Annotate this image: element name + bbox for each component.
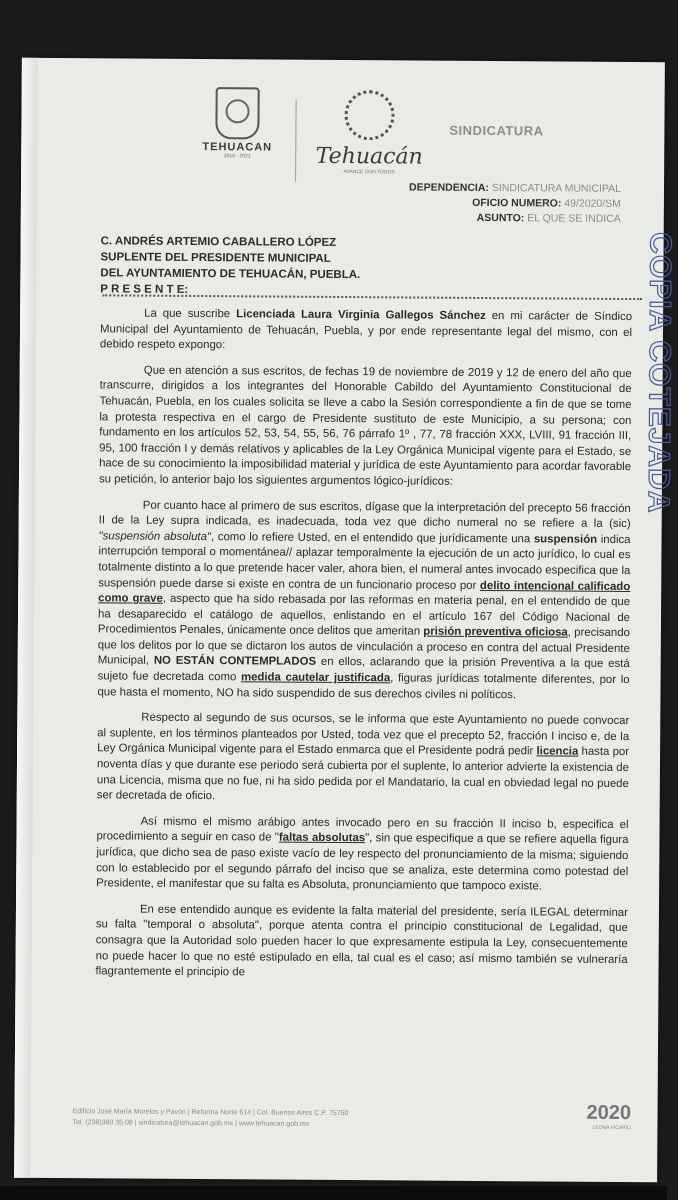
crest-years: 2018 - 2021 xyxy=(223,153,251,160)
text: en ellos, aclarando que la prisión Preventiva a la que está sujeto fue decretada como xyxy=(97,656,630,684)
paragraph-background: Que en atención a sus escritos, de fechas 19 de noviembre de 2019 y 12 de enero del año que transcurre, dirigidos a los integrantes del Honorable Cabildo del Ayuntamiento Constitucional de Tehuacán, Puebla, en los cuales solicita se lleve a cabo la Sesión correspondiente a fin de que se tome la protesta respectiva en el cargo de Presidente sustituto de este Municipio, a su persona; con fundamento en los artículos 52, 53, 54, 55, 56, 76 párrafo 1º , 77, 78 fracción XXX, LVIII, 91 fracción III, 95, 100 fracción I y demás relativos y aplicables de la Ley Orgánica Municipal vigente para el Estado, se hace de su conocimiento la imposibilidad material y jurídica de este Ayuntamiento para acordar favorable su petición, lo anterior bajo los siguientes argumentos lógico-jurídicos: xyxy=(98,364,632,488)
text: La que suscribe xyxy=(144,307,237,321)
footer-address: Edificio José María Morelos y Pavón | Reforma Norte 614 | Col. Buenos Aires C.P. 75750 xyxy=(72,1108,349,1118)
year-logo: 2020 xyxy=(586,1101,632,1125)
paragraph-first-writ xyxy=(97,498,630,704)
paragraph-second-writ xyxy=(97,711,630,808)
document-meta xyxy=(351,180,621,227)
paragraph-faltas xyxy=(96,814,629,896)
emphasis: suspensión xyxy=(533,533,598,546)
photo-background xyxy=(0,1186,667,1200)
signer-name: Licenciada Laura Virginia Gallegos Sánchez xyxy=(236,308,486,323)
text: , como lo refiere Usted, en el entendido que jurídicamente una xyxy=(210,530,534,546)
recipient-org: DEL AYUNTAMIENTO DE TEHUACÁN, PUEBLA. xyxy=(100,267,361,282)
emphasis: faltas absolutas xyxy=(278,831,366,845)
meta-value: EL QUE SE INDICA xyxy=(527,212,621,225)
section-title: SINDICATURA xyxy=(449,122,544,139)
footer-contact: Tel. (238)380 35 08 | sindicatura@tehuacan.gob.mx | www.tehuacan.gob.mx xyxy=(72,1119,310,1128)
page-footer xyxy=(72,1106,348,1130)
dotted-divider xyxy=(102,294,642,302)
crest-icon xyxy=(215,87,259,139)
paragraph-intro xyxy=(100,306,632,356)
crest-name: TEHUACAN xyxy=(202,141,273,154)
year-logo-sub: LEONA VICARIO xyxy=(592,1124,632,1132)
text: Así mismo el mismo arábigo antes invocado pero en su fracción II inciso b, especifica el procedimiento a seguir en caso de " xyxy=(96,815,629,844)
meta-value: 49/2020/SM xyxy=(564,197,621,210)
tehuacan-city-logo xyxy=(309,90,430,176)
text: Respecto al segundo de sus ocursos, se le informa que este Ayuntamiento no puede convocar al suplente, en los términos planteados por Usted, toda vez que el precepto 52, fracción I inciso e, de la Ley Orgánica Municipal vigente para el Estado enmarca que el Presidente podrá pedir xyxy=(97,711,630,758)
copia-cotejada-stamp: COPIA COTEJADA xyxy=(641,232,677,514)
text: hasta por noventa días y que durante ese periodo será cubierta por el suplente, lo anterior advierte la existencia de una Licencia, misma que no fue, ni ha sido pedida por el Mandatario, la cual en obviedad legal no puede ser decretada de oficio. xyxy=(96,746,630,803)
emphasis: prisión preventiva oficiosa xyxy=(423,625,568,639)
text: , precisando que los delitos por lo que se dictaron los autos de vinculación a proceso en contra del actual Presidente Municipal, xyxy=(97,626,630,668)
page-edge xyxy=(14,58,38,1178)
city-emblem-icon xyxy=(344,90,394,140)
recipient-title: SUPLENTE DEL PRESIDENTE MUNICIPAL xyxy=(100,251,331,265)
recipient-block xyxy=(100,233,360,299)
city-logo-slogan: AVANCE CON TODOS xyxy=(343,169,395,176)
emphasis: NO ESTÁN CONTEMPLADOS xyxy=(153,655,317,669)
meta-label: ASUNTO: xyxy=(476,211,525,225)
meta-label: OFICIO NUMERO: xyxy=(472,196,562,210)
meta-asunto xyxy=(351,210,621,227)
city-logo-name: Tehuacán xyxy=(315,143,423,170)
emphasis: licencia xyxy=(536,745,579,759)
text: , aspecto que ha sido rebasada por las reformas en materia penal, en el entendido de que ha desaparecido el catálogo de aquellos, enlistando en el artículo 167 del Código Nacional de Procedimientos Penales, únicamente once delitos que ameritan xyxy=(97,592,631,638)
quoted-term: "suspensión absoluta" xyxy=(98,530,212,543)
letter-body xyxy=(95,306,632,993)
meta-label: DEPENDENCIA: xyxy=(408,181,489,195)
tehuacan-crest-logo xyxy=(193,87,282,160)
meta-value: SINDICATURA MUNICIPAL xyxy=(491,182,622,195)
text: indica interrupción temporal o momentánea// aplazar temporalmente la ejecución de un acto jurídico, lo cual es totalmente distinto a lo que pretende hacer valer, ahora bien, el numeral antes invocado especifica que la suspensión puede darse si existe en contra de un funcionario proceso por xyxy=(98,533,631,592)
text: en mi carácter de Síndico Municipal del Ayuntamiento de Tehuacán, Puebla, y por ende representante legal del mismo, con el debido respeto expongo: xyxy=(99,310,633,352)
recipient-presente: P R E S E N T E: xyxy=(100,283,189,296)
paragraph-legality: En ese entendido aunque es evidente la falta material del presidente, sería ILEGAL determinar su falta "temporal o absoluta", porque atenta contra el principio constitucional de Legalidad, que consagra que la Autoridad solo pueden hacer lo que expresamente estipula la Ley, consecuentemente no puede hacer lo que no esté estipulado en ella, tal cual es el caso; así mismo también se vulneraría flagrantemente el principio de xyxy=(95,903,629,979)
emphasis: medida cautelar justificada xyxy=(240,671,391,685)
document-page xyxy=(14,58,677,1182)
recipient-name: C. ANDRÉS ARTEMIO CABALLERO LÓPEZ xyxy=(100,235,337,249)
emphasis: delito intencional calificado como grave xyxy=(98,579,631,605)
text: ", sin que especifique a que se refiere aquella figura jurídica, que dicho sea de paso existe vacío de ley respecto del pronunciamiento de la misma; siguiendo con lo establecido por el segundo párrafo del inciso que se analiza, este determina como potestad del Presidente, el manifestar que su falta es Absoluta, pronunciamiento que tampoco existe. xyxy=(96,832,629,893)
text: Por cuanto hace al primero de sus escritos, dígase que la interpretación del precepto 56 fracción II de la Ley supra indicada, es inadecuada, toda vez que dicho numeral no se refiere a la (sic) xyxy=(98,499,631,531)
text: , figuras jurídicas totalmente diferentes, por lo que hasta el momento, NO ha sido suspendido de sus derechos civiles ni políticos. xyxy=(97,672,630,701)
logo-divider xyxy=(295,100,297,182)
